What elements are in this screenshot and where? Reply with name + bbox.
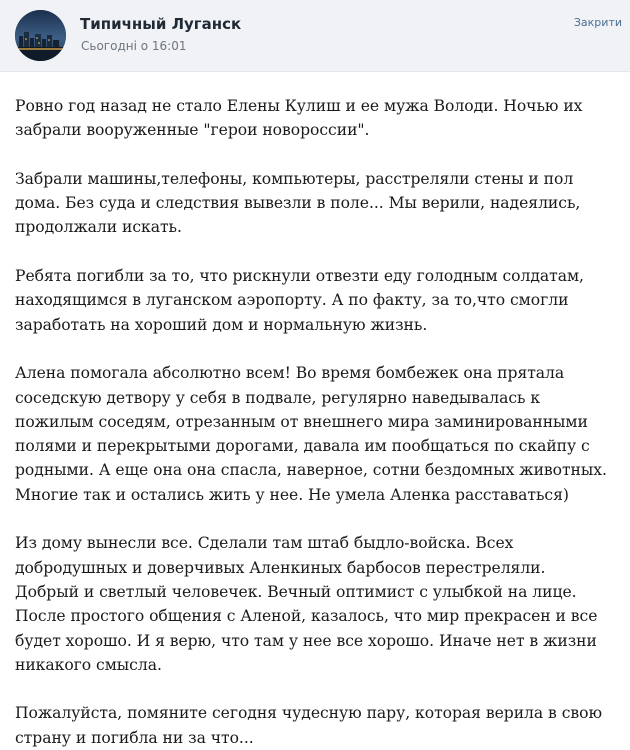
author-name[interactable]: Типичный Луганск xyxy=(80,15,242,33)
post-paragraph xyxy=(15,264,616,337)
city-night-avatar-icon xyxy=(15,10,66,61)
post-paragraph xyxy=(15,94,616,143)
post-paragraph xyxy=(15,531,616,677)
post-timestamp[interactable]: Сьогодні о 16:01 xyxy=(81,39,187,53)
avatar[interactable] xyxy=(15,10,66,61)
post-line: Забрали машины,телефоны, компьютеры, расстреляли стены и пол дома. Без суда и следствия вывезли в поле... Мы верили, надеялись, продолжали искать. xyxy=(15,169,581,237)
post-line: Добрый и светлый человечек. Вечный оптимист с улыбкой на лице. После простого общения с Аленой, казалось, что мир прекрасен и все будет хорошо. И я верю, что там у нее все хорошо. Иначе нет в жизни никакого смысла. xyxy=(15,582,598,674)
post-header xyxy=(0,0,630,72)
post-line: Ребята погибли за то, что рискнули отвезти еду голодным солдатам, находящимся в луганском аэропорту. А по факту, за то,что смогли заработать на хороший дом и нормальную жизнь. xyxy=(15,267,584,334)
post-line: Пожалуйста, помяните сегодня чудесную пару, которая верила в свою страну и погибла ни за что... xyxy=(15,704,602,747)
post-line: Из дому вынесли все. Сделали там штаб быдло-войска. Всех добродушных и доверчивых Аленкиных барбосов перестреляли. xyxy=(15,534,546,577)
post-paragraph xyxy=(15,701,616,750)
post-body xyxy=(0,72,630,750)
post-line: Алена помогала абсолютно всем! Во время бомбежек она прятала соседскую детвору у себя в подвале, регулярно наведывалась к пожилым соседям, отрезанным от внешнего мира заминированными полями и перекрытыми дорогами, давала им пообщаться по скайпу с родными. А еще она она спасла, наверное, сотни бездомных животных. Многие так и остались жить у нее. Не умела Аленка расставаться) xyxy=(15,364,607,504)
post-paragraph xyxy=(15,361,616,507)
post-line: Ровно год назад не стало Елены Кулиш и ее мужа Володи. Ночью их забрали вооруженные "герои новороссии". xyxy=(15,97,583,140)
post-paragraph xyxy=(15,167,616,240)
close-button[interactable]: Закрити xyxy=(573,16,622,29)
